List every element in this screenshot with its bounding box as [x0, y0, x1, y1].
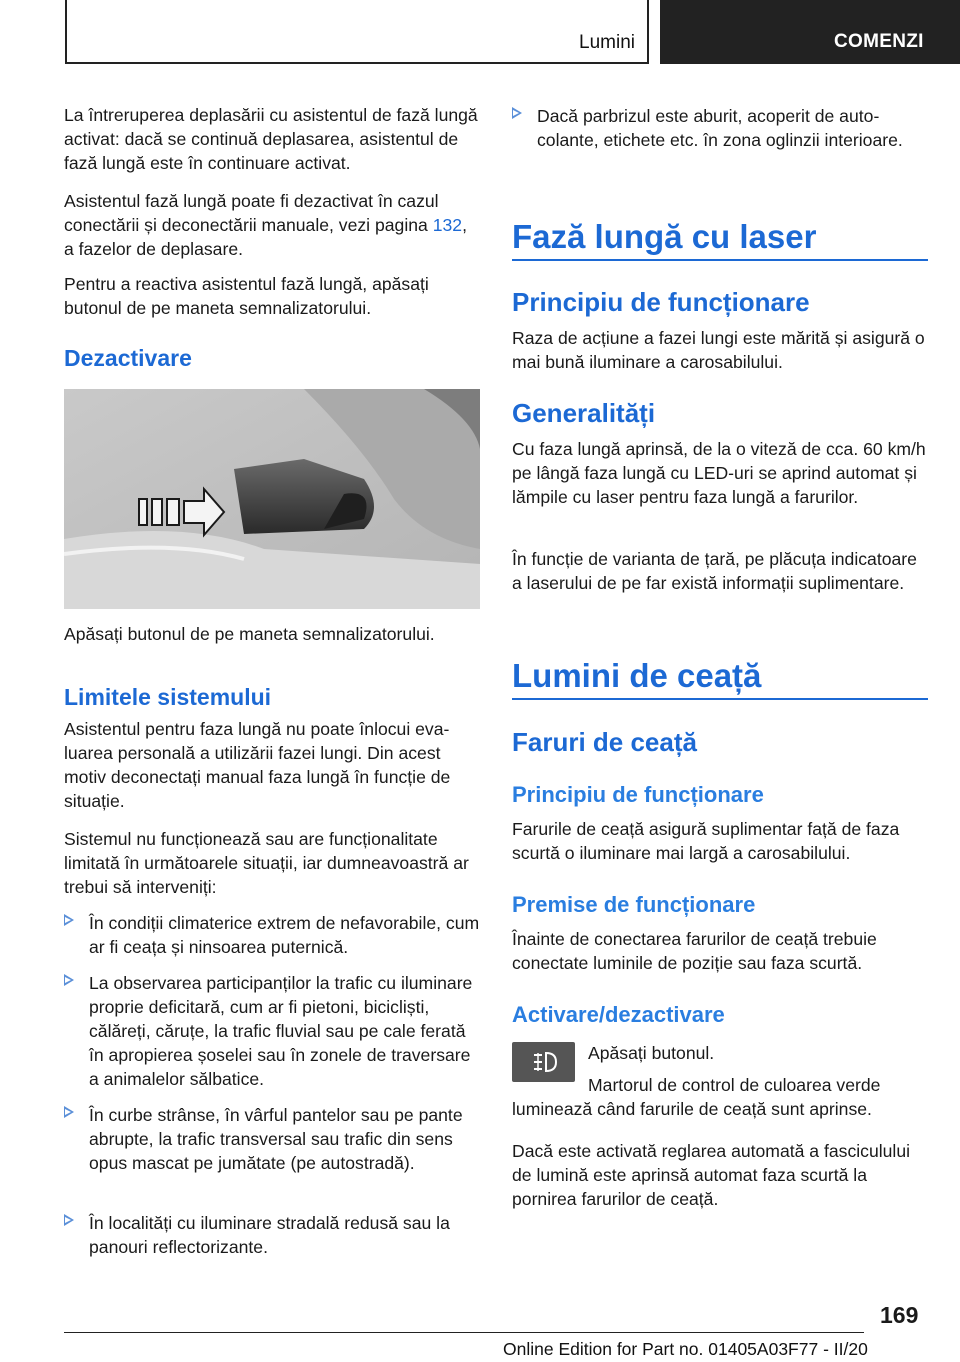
photo-caption: Apăsați butonul de pe maneta semnalizatorului. — [64, 624, 435, 644]
list-item — [64, 1211, 480, 1259]
paragraph: Raza de acțiune a fazei lungi este mărită și asigură o mai bună iluminare a carosabilului. — [512, 328, 925, 372]
heading-principle-fog: Principiu de funcționare — [512, 782, 764, 807]
list-item — [64, 911, 480, 959]
page-number: 169 — [880, 1302, 919, 1328]
heading-premise: Premise de funcționare — [512, 892, 756, 917]
paragraph: Dacă este activată reglarea automată a fasciculului de lumină este aprinsă automat faza scurtă la pornirea farurilor de ceață. — [512, 1141, 911, 1209]
header-chapter: COMENZI — [834, 31, 924, 52]
triangle-bullet-icon — [64, 914, 74, 926]
heading-laser: Fază lungă cu laser — [512, 218, 817, 255]
triangle-bullet-icon — [64, 974, 74, 986]
paragraph: Pentru a reactiva asistentul fază lungă, apăsați butonul de pe maneta semnalizatorului. — [64, 274, 429, 318]
list-item-text: Dacă parbrizul este aburit, acoperit de autocolante, etichete etc. în zona oglinzii interioare. — [537, 106, 903, 150]
list-item-text: În localități cu iluminare stradală redusă sau la panouri reflectorizante. — [89, 1213, 450, 1257]
heading-fog: Lumini de ceață — [512, 657, 762, 694]
text: , a fazelor de deplasare. — [64, 215, 467, 259]
header-section: Lumini — [579, 32, 635, 53]
paragraph: Sistemul nu funcționează sau are funcționalitate limitată în următoarele situații, iar dumneavoastră ar trebui să interveniți: — [64, 829, 469, 897]
triangle-bullet-icon — [512, 107, 522, 119]
paragraph: Martorul de control de culoarea verde luminează când farurile de ceață sunt aprinse. — [512, 1075, 881, 1119]
text: Asistentul fază lungă poate fi dezactivat în cazul conectării și deconectării manuale, vezi pagina — [64, 191, 439, 235]
heading-rule — [512, 698, 928, 700]
paragraph: În funcție de varianta de țară, pe plăcuța indicatoare a laserului de pe far există informații suplimentare. — [512, 549, 917, 593]
paragraph: Cu faza lungă aprinsă, de la o viteză de cca. 60 km/h pe lângă faza lungă cu LED-uri se aprind automat și lămpile cu laser pentru faza lungă a farurilor. — [512, 439, 926, 507]
heading-fog-front: Faruri de ceață — [512, 727, 697, 757]
header-section-box — [65, 0, 649, 64]
paragraph: Farurile de ceață asigură suplimentar față de faza scurtă o iluminare mai largă a carosabilului. — [512, 819, 900, 863]
heading-dezactivare: Dezactivare — [64, 345, 192, 371]
list-item-text: În condiții climaterice extrem de nefavorabile, cum ar fi ceața și ninsoarea puternică. — [89, 913, 480, 957]
heading-principle: Principiu de funcționare — [512, 287, 810, 317]
heading-general: Generalități — [512, 398, 656, 428]
triangle-bullet-icon — [64, 1106, 74, 1118]
header-chapter-box — [660, 0, 960, 64]
paragraph: La întreruperea deplasării cu asistentul de fază lungă activat: dacă se continuă deplasarea, asistentul de fază lungă este în continuare activat. — [64, 105, 478, 173]
triangle-bullet-icon — [64, 1214, 74, 1226]
heading-limits: Limitele sistemului — [64, 684, 272, 710]
paragraph: Asistentul pentru faza lungă nu poate înlocui evaluarea personală a utilizării fazei lungi. Din acest motiv deconectați manual faza lungă în funcție de situație. — [64, 719, 451, 811]
heading-rule — [512, 259, 928, 261]
heading-activation: Activare/dezactivare — [512, 1002, 725, 1027]
list-item — [64, 1103, 480, 1175]
list-item — [64, 971, 480, 1091]
page-link[interactable]: 132 — [432, 215, 463, 235]
edition-footer: Online Edition for Part no. 01405A03F77 - II/20 — [503, 1339, 868, 1359]
paragraph — [64, 189, 480, 261]
stalk-button-photo — [64, 389, 480, 609]
list-item-text: În curbe strânse, în vârful pantelor sau pe pante abrupte, la trafic transversal sau trafic din sens opus mascat pe jumătate (pe autostradă). — [89, 1105, 463, 1173]
list-item — [512, 104, 928, 152]
list-item-text: La observarea participanților la trafic cu iluminare proprie deficitară, cum ar fi pietoni, bicicliști, călăreți, căruțe, la trafic fluvial sau pe cale ferată în apropierea șoselei sau în zonele de traversare a animalelor sălbatice. — [89, 973, 473, 1089]
paragraph: Înainte de conectarea farurilor de ceață trebuie conectate luminile de poziție sau faza scurtă. — [512, 929, 877, 973]
paragraph: Apăsați butonul. — [588, 1043, 715, 1063]
footer-rule — [64, 1332, 864, 1333]
